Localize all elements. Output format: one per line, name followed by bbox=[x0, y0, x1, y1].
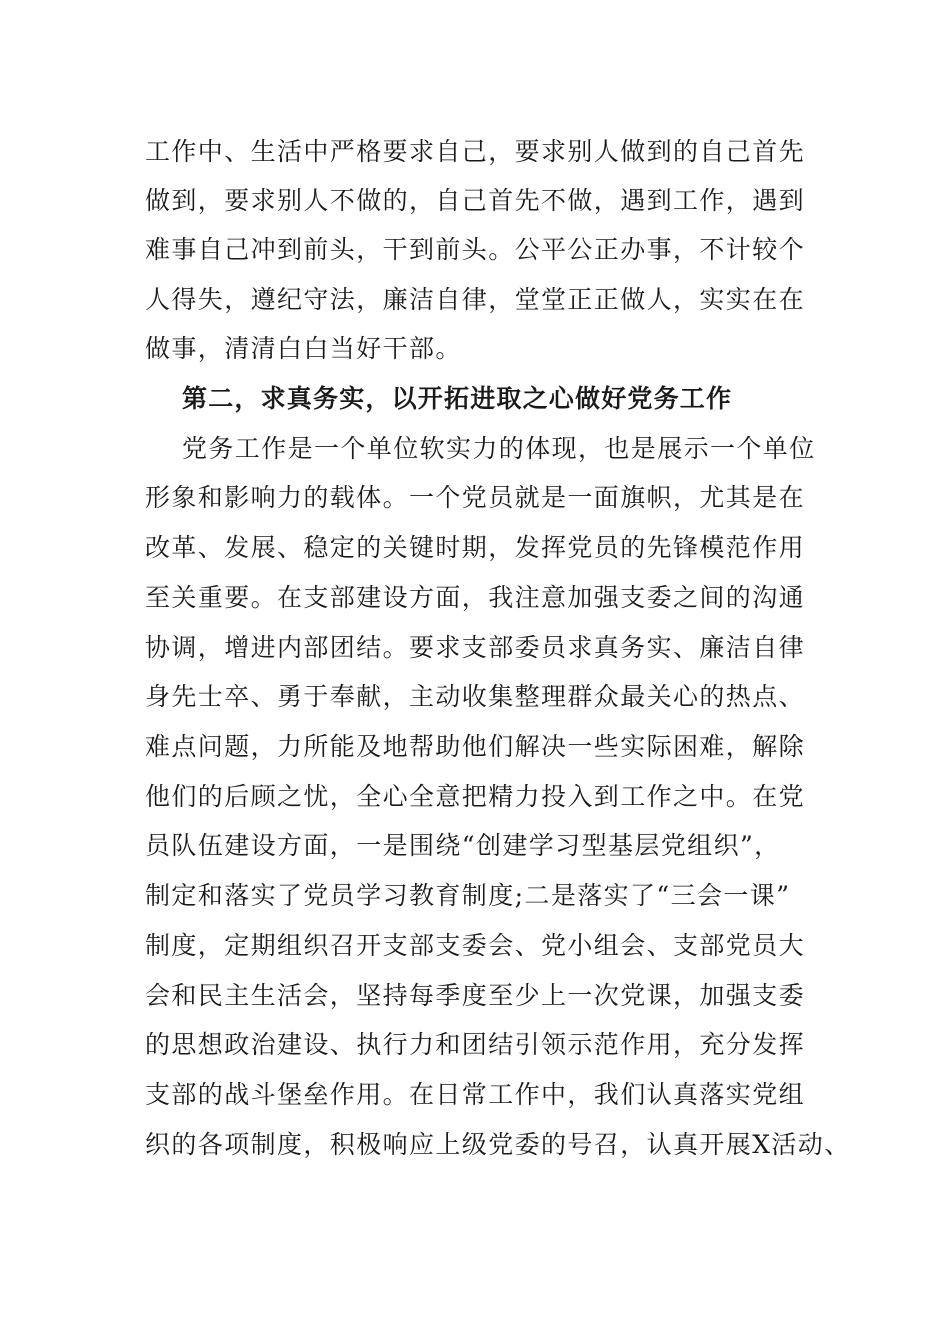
paragraph-line: 做到，要求别人不做的，自己首先不做，遇到工作，遇到 bbox=[145, 186, 806, 215]
paragraph-line: 支部的战斗堡垒作用。在日常工作中，我们认真落实党组 bbox=[145, 1080, 806, 1109]
paragraph-line: 身先士卒、勇于奉献，主动收集整理群众最关心的热点、 bbox=[145, 682, 806, 711]
paragraph-line: 改革、发展、稳定的关键时期，发挥党员的先锋模范作用 bbox=[145, 533, 806, 562]
paragraph-line: 会和民主生活会，坚持每季度至少上一次党课，加强支委 bbox=[145, 981, 806, 1010]
paragraph-line: 党务工作是一个单位软实力的体现，也是展示一个单位 bbox=[182, 434, 816, 463]
paragraph-line: 的思想政治建设、执行力和团结引领示范作用，充分发挥 bbox=[145, 1030, 806, 1059]
paragraph-line: 员队伍建设方面，一是围绕“创建学习型基层党组织”， bbox=[145, 831, 781, 860]
paragraph-line: 难事自己冲到前头，干到前头。公平公正办事，不计较个 bbox=[145, 235, 806, 264]
paragraph-line: 难点问题，力所能及地帮助他们解决一些实际困难，解除 bbox=[145, 732, 806, 761]
paragraph-line: 形象和影响力的载体。一个党员就是一面旗帜，尤其是在 bbox=[145, 483, 806, 512]
paragraph-line: 织的各项制度，积极响应上级党委的号召，认真开展X活动、 bbox=[145, 1130, 851, 1159]
paragraph-line: 制度，定期组织召开支部支委会、党小组会、支部党员大 bbox=[145, 931, 806, 960]
section-heading: 第二，求真务实，以开拓进取之心做好党务工作 bbox=[182, 384, 733, 413]
paragraph-line: 做事，清清白白当好干部。 bbox=[145, 334, 462, 363]
paragraph-line: 他们的后顾之忧，全心全意把精力投入到工作之中。在党 bbox=[145, 782, 806, 811]
paragraph-line: 协调，增进内部团结。要求支部委员求真务实、廉洁自律 bbox=[145, 633, 806, 662]
paragraph-line: 工作中、生活中严格要求自己，要求别人做到的自己首先 bbox=[145, 137, 806, 166]
paragraph-line: 制定和落实了党员学习教育制度;二是落实了“三会一课” bbox=[145, 881, 791, 910]
paragraph-line: 人得失，遵纪守法，廉洁自律，堂堂正正做人，实实在在 bbox=[145, 285, 806, 314]
paragraph-line: 至关重要。在支部建设方面，我注意加强支委之间的沟通 bbox=[145, 583, 806, 612]
